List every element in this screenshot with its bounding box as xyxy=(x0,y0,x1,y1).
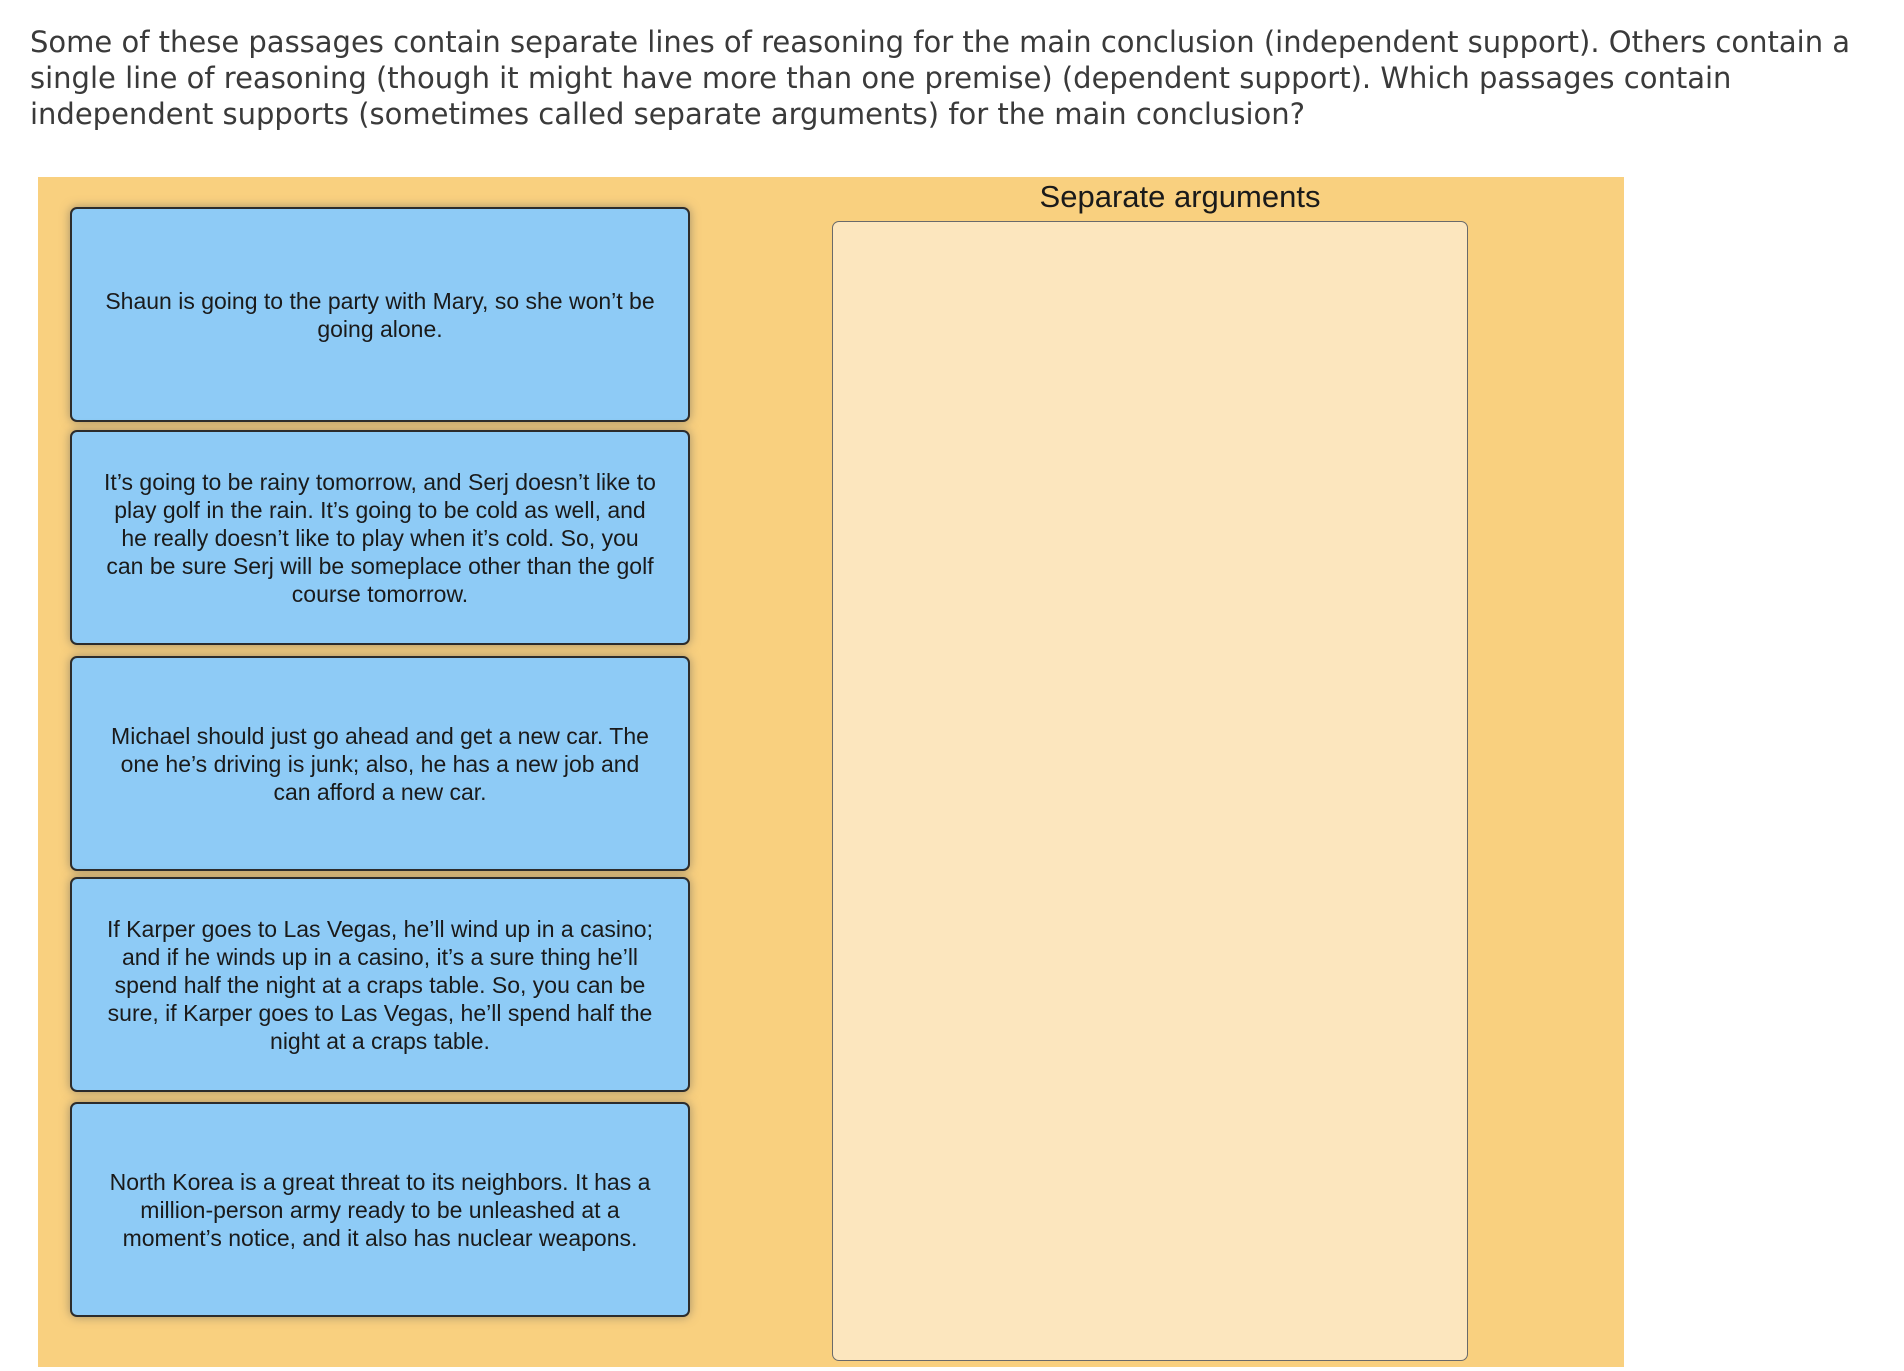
separate-arguments-drop-zone[interactable] xyxy=(832,221,1468,1361)
drag-drop-board xyxy=(38,177,1624,1367)
passage-card-north-korea[interactable] xyxy=(70,1102,690,1317)
passage-text: Shaun is going to the party with Mary, so she won’t be going alone. xyxy=(105,287,655,342)
passage-card-shaun[interactable] xyxy=(70,207,690,422)
drop-zone-title: Separate arguments xyxy=(1039,179,1321,214)
passage-text: If Karper goes to Las Vegas, he’ll wind up in a casino; and if he winds up in a casino, it’s a sure thing he’ll spend half the night at a craps table. So, you can be sure, if Karper goes to Las Vegas, he’ll spend half the night at a craps table. xyxy=(107,915,653,1054)
passage-text: North Korea is a great threat to its neighbors. It has a million-person army ready to be unleashed at a moment’s notice, and it also has nuclear weapons. xyxy=(109,1168,651,1251)
passage-card-karper[interactable] xyxy=(70,877,690,1092)
passage-text: It’s going to be rainy tomorrow, and Serj doesn’t like to play golf in the rain. It’s going to be cold as well, and he really doesn’t like to play when it’s cold. So, you can be sure Serj will be someplace other than the golf course tomorrow. xyxy=(104,468,656,607)
passage-card-michael[interactable] xyxy=(70,656,690,871)
passage-card-serj[interactable] xyxy=(70,430,690,645)
passage-text: Michael should just go ahead and get a new car. The one he’s driving is junk; also, he has a new job and can afford a new car. xyxy=(111,722,649,805)
question-text: Some of these passages contain separate lines of reasoning for the main conclusion (independent support). Others contain a single line of reasoning (though it might have more than one premise) (dependent support). Which passages contain independent supports (sometimes called separate arguments) for the main conclusion? xyxy=(30,25,1851,131)
passage-list xyxy=(70,207,694,1327)
